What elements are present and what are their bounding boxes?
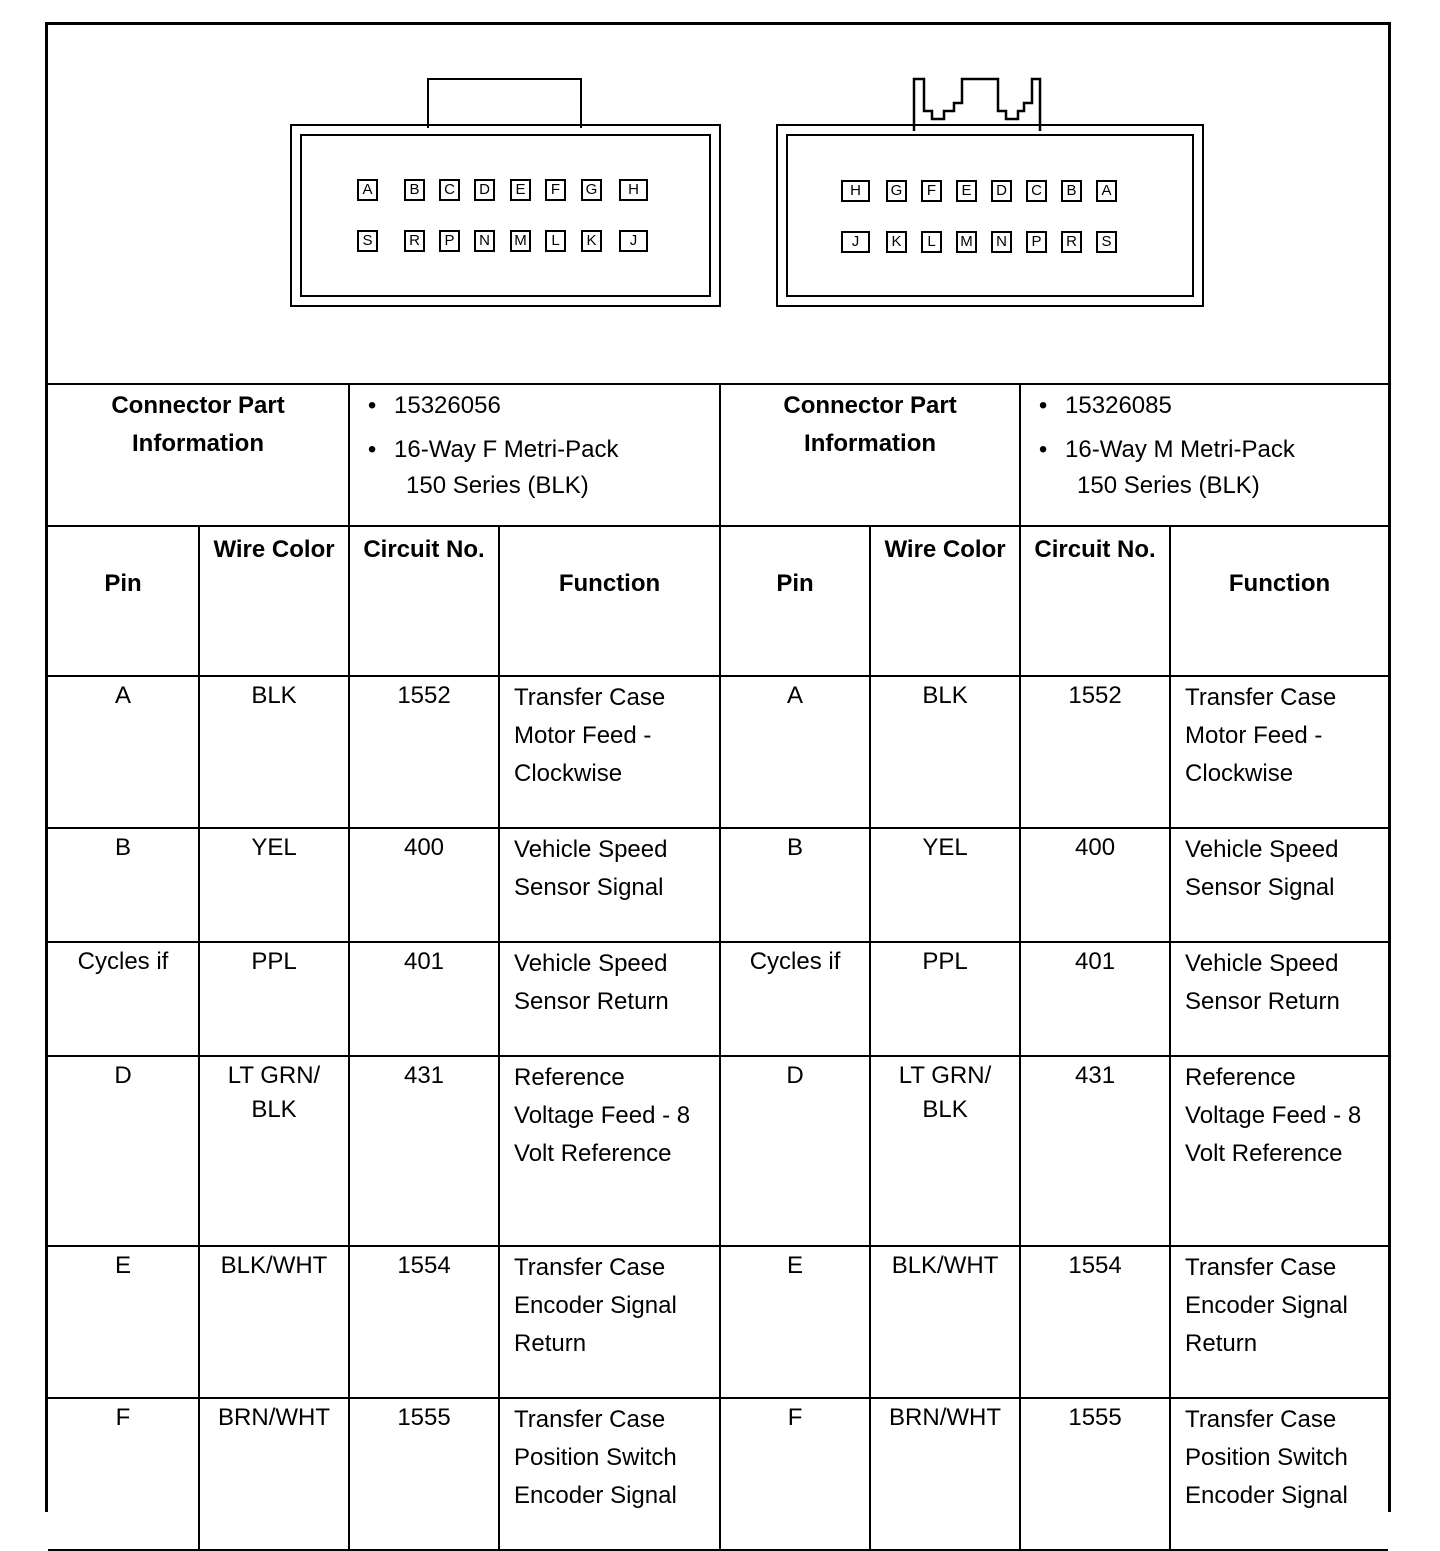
connector-pin-j: J <box>619 230 648 252</box>
circuit-cell: 1555 <box>349 1398 499 1550</box>
pin-cell: A <box>48 676 199 828</box>
right-part-type: 16-Way M Metri-Pack <box>1065 436 1295 463</box>
part-info-row <box>48 384 1388 526</box>
right-part-series: 150 Series (BLK) <box>1077 472 1260 499</box>
connector-pin-k: K <box>581 230 602 252</box>
function-cell: Transfer Case Position Switch Encoder Signal <box>499 1398 720 1550</box>
connector-pin-r: R <box>1061 231 1082 253</box>
pin-cell: Cycles if <box>48 942 199 1056</box>
connector-pin-m: M <box>510 230 531 252</box>
pinout-table <box>48 383 1388 1551</box>
header-pin: Pin <box>48 526 199 676</box>
pin-cell: F <box>48 1398 199 1550</box>
wire-color-cell: BRN/WHT <box>199 1398 349 1550</box>
connector-pin-c: C <box>1026 180 1047 202</box>
function-cell: Transfer Case Position Switch Encoder Signal <box>1170 1398 1388 1550</box>
wire-color-cell: YEL <box>199 828 349 942</box>
left-part-info: • 15326056 • 16-Way F Metri-Pack 150 Series (BLK) <box>349 384 720 526</box>
right-connector-latch <box>906 75 1066 131</box>
table-row <box>48 1056 1388 1246</box>
header-circuit-no: Circuit No. <box>349 526 499 676</box>
wire-color-cell: BLK <box>870 676 1020 828</box>
pin-cell: Cycles if <box>720 942 870 1056</box>
wire-color-cell: BLK <box>199 676 349 828</box>
connector-pin-a: A <box>357 179 378 201</box>
circuit-cell: 400 <box>1020 828 1170 942</box>
connector-pin-p: P <box>1026 231 1047 253</box>
left-connector-inner <box>300 134 711 297</box>
header-wire-color: Wire Color <box>199 526 349 676</box>
function-cell: Vehicle Speed Sensor Return <box>499 942 720 1056</box>
function-cell: Transfer Case Motor Feed - Clockwise <box>499 676 720 828</box>
connector-pin-j: J <box>841 231 870 253</box>
pin-cell: A <box>720 676 870 828</box>
connector-pin-e: E <box>510 179 531 201</box>
circuit-cell: 431 <box>1020 1056 1170 1246</box>
left-part-type: 16-Way F Metri-Pack <box>394 436 619 463</box>
right-part-info-label: Connector Part Information <box>720 384 1020 526</box>
circuit-cell: 431 <box>349 1056 499 1246</box>
table-row <box>48 942 1388 1056</box>
wire-color-cell: YEL <box>870 828 1020 942</box>
connector-pin-n: N <box>991 231 1012 253</box>
connector-pin-l: L <box>545 230 566 252</box>
connector-pin-f: F <box>921 180 942 202</box>
header-circuit-no: Circuit No. <box>1020 526 1170 676</box>
connector-pin-s: S <box>357 230 378 252</box>
connector-pin-m: M <box>956 231 977 253</box>
right-connector-inner <box>786 134 1194 297</box>
connector-pin-n: N <box>474 230 495 252</box>
left-part-info-label: Connector Part Information <box>48 384 349 526</box>
circuit-cell: 1555 <box>1020 1398 1170 1550</box>
connector-pin-b: B <box>1061 180 1082 202</box>
connector-pin-g: G <box>886 180 907 202</box>
circuit-cell: 400 <box>349 828 499 942</box>
pin-cell: E <box>48 1246 199 1398</box>
table-row <box>48 1398 1388 1550</box>
function-cell: Transfer Case Encoder Signal Return <box>1170 1246 1388 1398</box>
header-function: Function <box>499 526 720 676</box>
right-part-number: 15326085 <box>1065 392 1172 419</box>
header-pin: Pin <box>720 526 870 676</box>
circuit-cell: 401 <box>1020 942 1170 1056</box>
header-wire-color: Wire Color <box>870 526 1020 676</box>
connector-pin-h: H <box>619 179 648 201</box>
connector-pin-g: G <box>581 179 602 201</box>
connector-pin-k: K <box>886 231 907 253</box>
pin-cell: D <box>720 1056 870 1246</box>
wire-color-cell: LT GRN/BLK <box>199 1056 349 1246</box>
wire-color-cell: LT GRN/BLK <box>870 1056 1020 1246</box>
pin-cell: D <box>48 1056 199 1246</box>
connector-pin-h: H <box>841 180 870 202</box>
connector-sheet <box>45 22 1391 1512</box>
connector-pin-d: D <box>474 179 495 201</box>
connector-pin-d: D <box>991 180 1012 202</box>
left-connector-latch <box>427 78 582 128</box>
connector-pin-b: B <box>404 179 425 201</box>
wire-color-cell: BRN/WHT <box>870 1398 1020 1550</box>
connector-pin-e: E <box>956 180 977 202</box>
connector-pin-r: R <box>404 230 425 252</box>
header-function: Function <box>1170 526 1388 676</box>
column-header-row <box>48 526 1388 676</box>
wire-color-cell: BLK/WHT <box>199 1246 349 1398</box>
function-cell: Reference Voltage Feed - 8 Volt Reference <box>499 1056 720 1246</box>
function-cell: Vehicle Speed Sensor Signal <box>1170 828 1388 942</box>
connector-pin-c: C <box>439 179 460 201</box>
function-cell: Transfer Case Motor Feed - Clockwise <box>1170 676 1388 828</box>
circuit-cell: 1552 <box>349 676 499 828</box>
right-part-info: • 15326085 • 16-Way M Metri-Pack 150 Series (BLK) <box>1020 384 1388 526</box>
connector-diagrams <box>48 25 1388 383</box>
pin-cell: E <box>720 1246 870 1398</box>
circuit-cell: 1552 <box>1020 676 1170 828</box>
connector-pin-a: A <box>1096 180 1117 202</box>
connector-pin-s: S <box>1096 231 1117 253</box>
circuit-cell: 1554 <box>1020 1246 1170 1398</box>
table-row <box>48 676 1388 828</box>
connector-pin-l: L <box>921 231 942 253</box>
table-row <box>48 1246 1388 1398</box>
circuit-cell: 401 <box>349 942 499 1056</box>
left-part-series: 150 Series (BLK) <box>406 472 589 499</box>
function-cell: Vehicle Speed Sensor Signal <box>499 828 720 942</box>
wire-color-cell: PPL <box>870 942 1020 1056</box>
wire-color-cell: BLK/WHT <box>870 1246 1020 1398</box>
left-part-number: 15326056 <box>394 392 501 419</box>
circuit-cell: 1554 <box>349 1246 499 1398</box>
function-cell: Vehicle Speed Sensor Return <box>1170 942 1388 1056</box>
table-row <box>48 828 1388 942</box>
wire-color-cell: PPL <box>199 942 349 1056</box>
connector-pin-f: F <box>545 179 566 201</box>
function-cell: Reference Voltage Feed - 8 Volt Reference <box>1170 1056 1388 1246</box>
pin-cell: B <box>720 828 870 942</box>
connector-pin-p: P <box>439 230 460 252</box>
function-cell: Transfer Case Encoder Signal Return <box>499 1246 720 1398</box>
pin-cell: F <box>720 1398 870 1550</box>
pin-cell: B <box>48 828 199 942</box>
